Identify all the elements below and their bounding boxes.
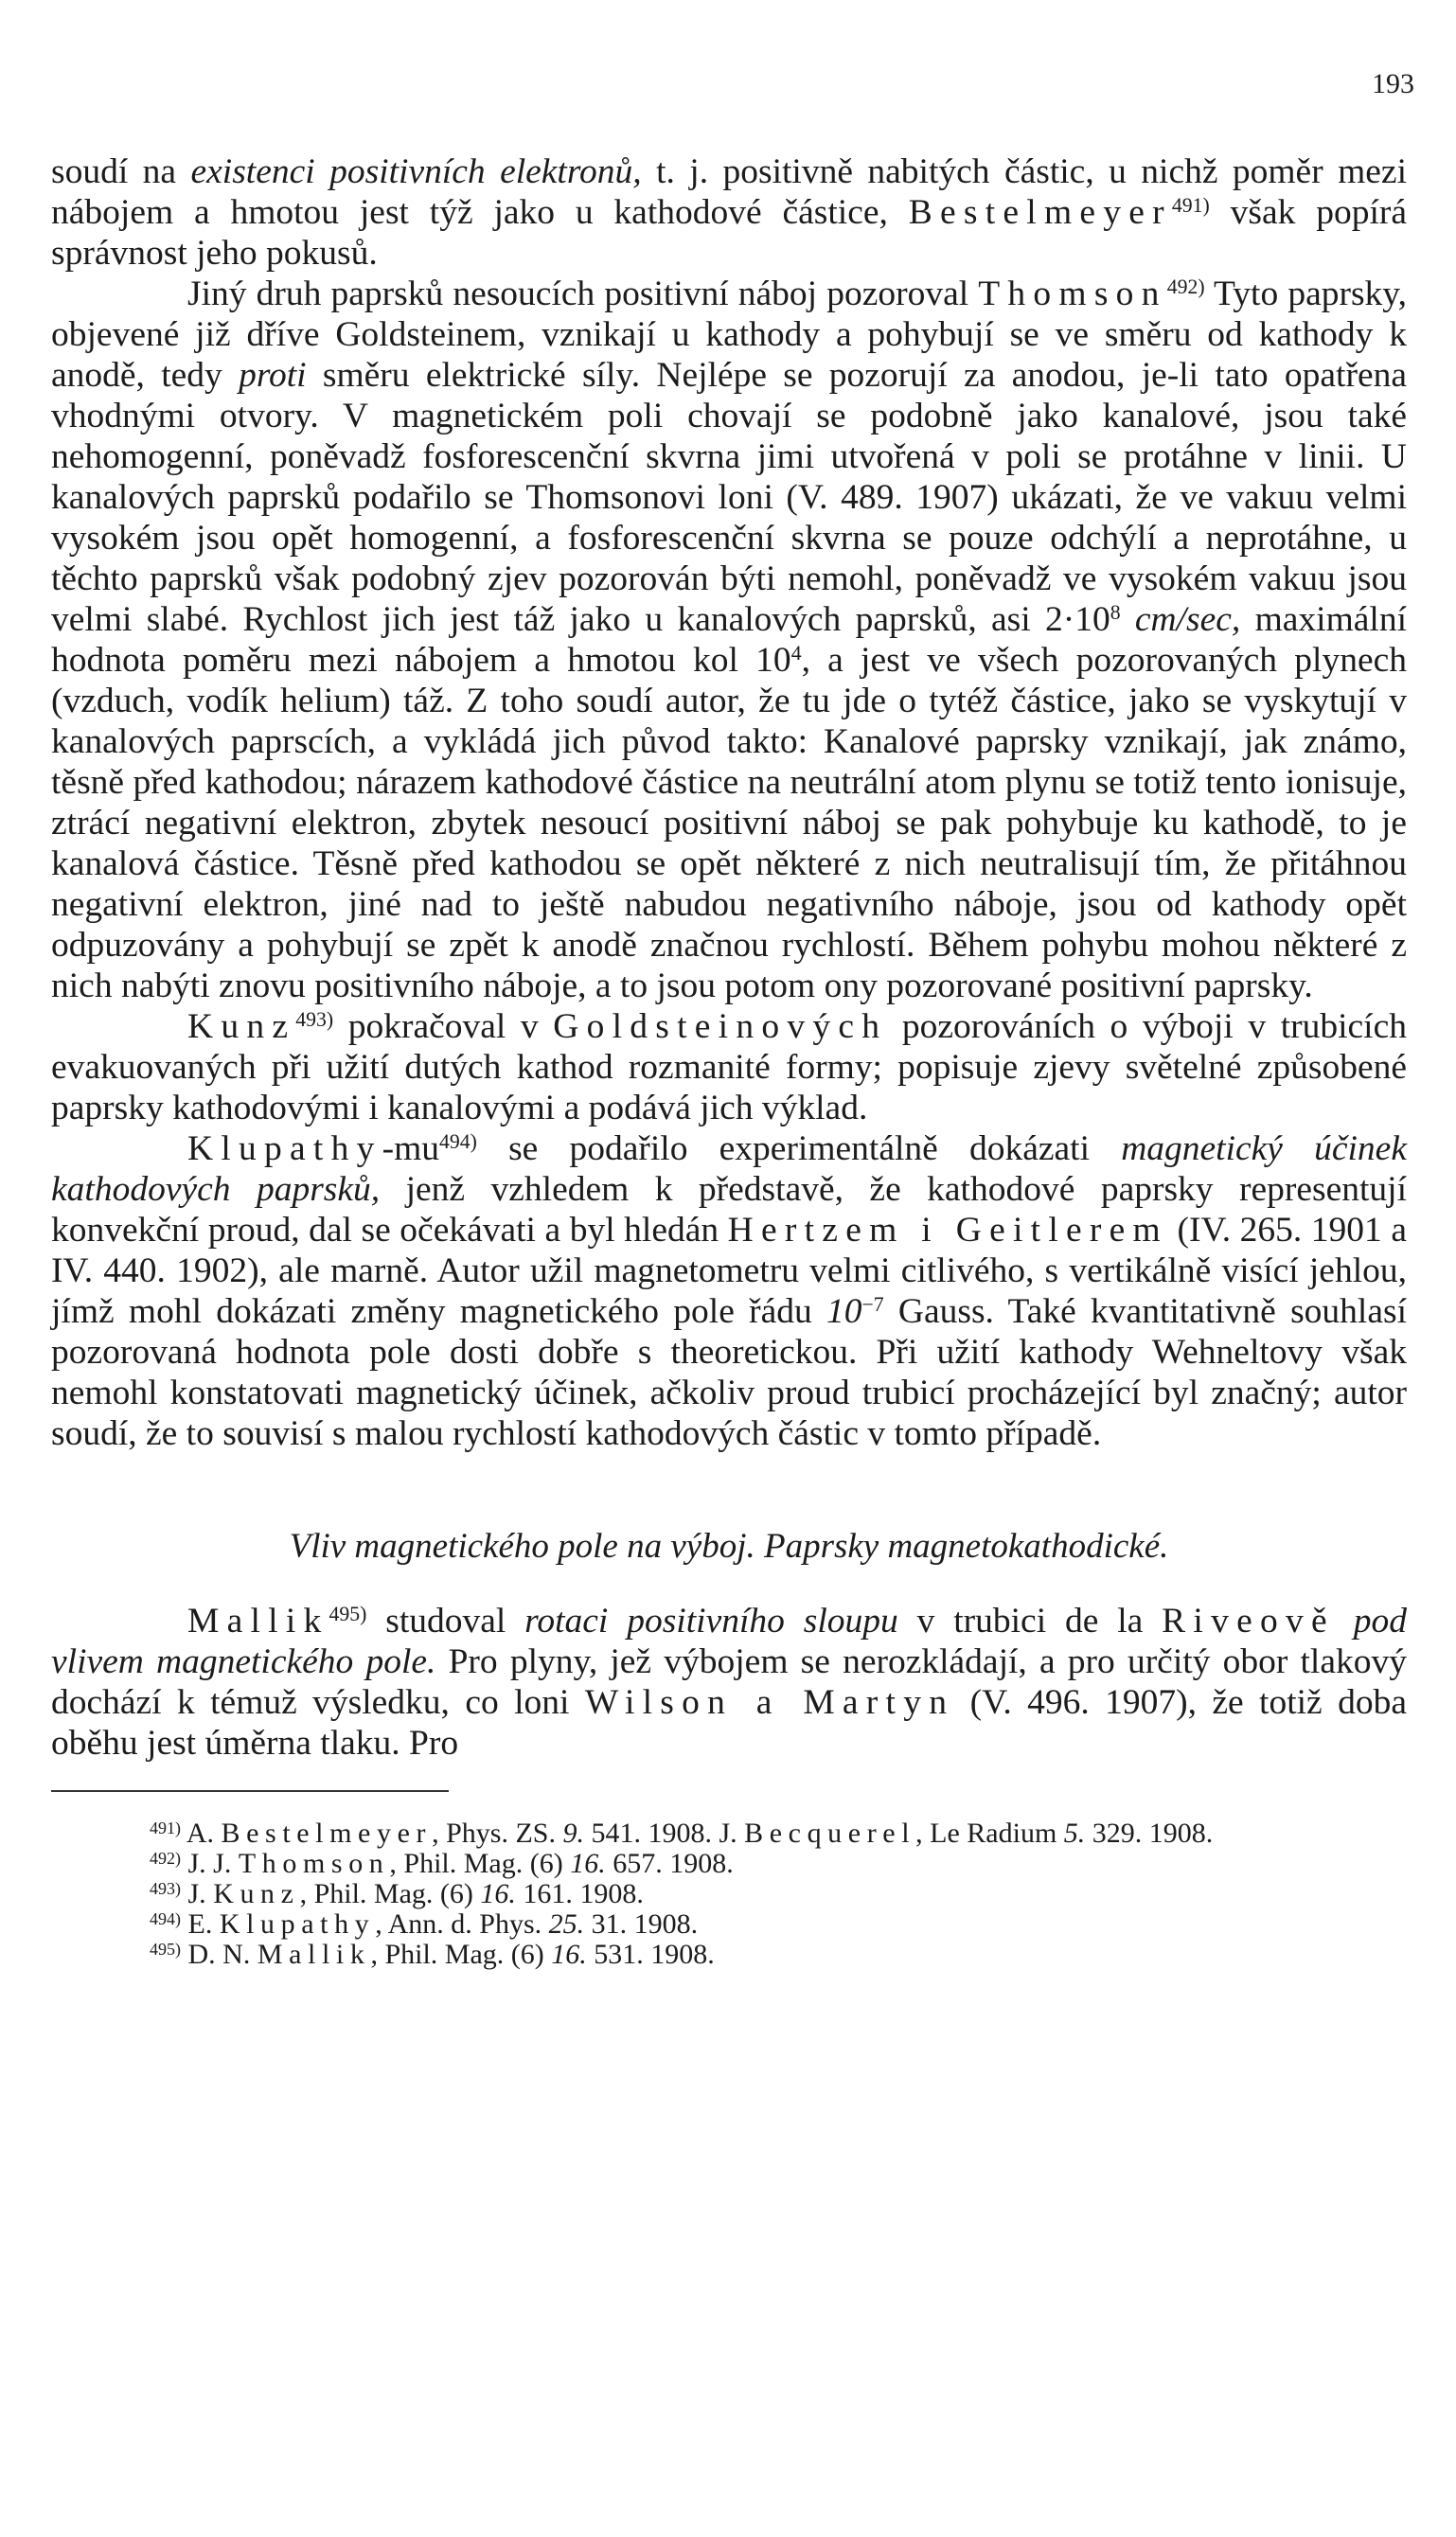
text-run: 31. 1908. [584,1908,699,1940]
volume: 16. [570,1848,606,1879]
paragraph-5 [51,1601,1407,1764]
paragraph-2 [51,274,1407,1006]
volume: 16. [480,1878,516,1909]
author-name: Thomson [238,1848,390,1879]
text-run: Jiný druh paprsků nesoucích positivní náboj pozoroval [187,275,979,313]
footnote-number: 491) [150,1818,181,1837]
text-run: směru elektrické síly. Nejlépe se pozorují za anodou, je-li tato opatřena vhodnými otvory. V magnetickém poli chovají se podobně jako kanalové, jsou také nehomogenní, poněvadž fosforescenční skvrna jimi utvořená v poli se protáhne v linii. U kanalových paprsků podařilo se Thomsonovi loni (V. 489. 1907) ukázati, že ve vakuu velmi vysokém jsou opět homogenní, a fosforescenční skvrna se pouze odchýlí a neprotáhne, u těchto paprsků však podobný zjev pozorován býti nemohl, poněvadž ve vysokém vakuu jsou velmi slabé. Rychlost jich jest táž jako u kanalových paprsků, asi 2·10 [51,356,1407,639]
footnote-number: 493) [150,1879,181,1898]
body-text [51,151,1407,1970]
volume: 25. [548,1908,585,1940]
author-name: Thomson [978,275,1167,313]
footnote-491 [51,1818,1407,1849]
volume: 5. [1063,1818,1086,1849]
author-name: Goldsteinových [553,1007,888,1046]
author-name: Mallik [257,1939,371,1970]
text-run: J. [187,1878,214,1909]
text-run: Tyto paprsky, objevené již dříve Goldsteinem, vznikají u kathody a pohybují se ve směru od kathody k anodě, tedy [51,275,1407,395]
paragraph-4 [51,1128,1407,1454]
text-run: t. j. positivně nabitých částic, u nichž poměr mezi nábojem a hmotou jest týž jako u kathodové částice, [51,152,1407,232]
section-heading: Vliv magnetického pole na výboj. Paprsky magnetokathodické. [289,1527,1169,1566]
text-run: D. N. [187,1939,257,1970]
italic-run: 10 [826,1292,862,1331]
author-name: Riveově [1162,1602,1335,1641]
footnote-number: 494) [150,1909,181,1928]
author-name: Hertzem i Geitlerem [727,1211,1168,1250]
text-run: soudí na [51,152,191,191]
text-run: pozorováních o výboji v trubicích evakuovaných při užití dutých kathod rozmanité formy; popisuje zjevy světelné způsobené paprsky kathodovými i kanalovými a podává jich výklad. [51,1007,1407,1127]
text-run: pokračoval v [333,1007,554,1046]
footnote-ref: 491) [1171,194,1210,218]
paragraph-3 [51,1006,1407,1128]
text-run: , Ann. d. Phys. [375,1908,549,1940]
footnote-divider [51,1790,449,1792]
author-name: Bestelmeyer [908,193,1172,232]
italic-run: pod vlivem magnetického pole. [51,1602,1407,1681]
text-run: studoval [366,1602,525,1641]
page-number: 193 [1372,68,1414,99]
paragraph-1 [51,151,1407,274]
text-run: 161. 1908. [515,1878,644,1909]
text-run: , Phil. Mag. (6) [299,1878,481,1909]
text-run [1335,1602,1354,1641]
footnotes [51,1818,1407,1970]
exponent: 8 [1110,601,1121,625]
footnote-number: 492) [150,1849,181,1868]
footnote-492 [51,1849,1407,1879]
author-name: Kunz [213,1878,300,1909]
footnote-494 [51,1909,1407,1940]
author-name: Klupathy [187,1129,382,1168]
text-run: , a jest ve všech pozorovaných plynech (vzduch, vodík helium) táž. Z toho soudí autor, že tu jde o tytéž částice, jako se vyskytují v kanalových paprscích, a vykládá jich původ takto: Kanalové paprsky vznikají, jak známo, těsně před kathodou; nárazem kathodové částice na neutrální atom plynu se totiž tento ionisuje, ztrácí negativní elektron, zbytek nesoucí positivní náboj se pak pohybuje ku kathodě, to je kanalová částice. Těsně před kathodou se opět některé z nich neutralisují tím, že přitáhnou negativní elektron, jiné nad to ještě nabudou negativního náboje, jsou od kathody opět odpuzovány a pohybují se zpět k anodě značnou rychlostí. Během pohybu mohou některé z nich nabýti znovu positivního náboje, a to jsou potom ony pozorované positivní paprsky. [51,641,1407,1005]
exponent: 4 [790,642,802,665]
volume: 16. [551,1939,587,1970]
footnote-ref: 492) [1166,275,1205,299]
text-run: se podařilo experimentálně dokázati [476,1129,1122,1168]
text-run: E. [187,1908,220,1940]
text-run: Pro plyny, jež výbojem se nerozkládají, a pro určitý obor tlakový dochází k témuž výsledku, co loni [51,1642,1407,1722]
text-run: , Phil. Mag. (6) [389,1848,571,1879]
author-name: Wilson a Martyn [584,1683,955,1722]
footnote-495 [51,1940,1407,1970]
italic-run: magnetický účinek kathodových paprsků, [51,1129,1407,1209]
footnote-493 [51,1879,1407,1909]
text-run: A. [186,1818,222,1849]
footnote-ref: 494) [439,1130,477,1154]
italic-run: cm/sec, [1120,600,1241,639]
italic-run: rotaci positivního sloupu [524,1602,898,1641]
footnote-ref: 495) [328,1603,367,1626]
text-run: jenž vzhledem k představě, že kathodové paprsky representují konvekční proud, dal se očekávati a byl hledán [51,1170,1408,1250]
author-name: Klupathy [219,1908,376,1940]
text-run: 329. 1908. [1085,1818,1214,1849]
footnote-number: 495) [150,1940,181,1959]
author-name: Becquerel [744,1818,916,1849]
text-run: (V. 496. 1907), že totiž doba oběhu jest úměrna tlaku. Pro [51,1683,1407,1763]
text-run: -mu [382,1129,439,1168]
text-run: , Le Radium [915,1818,1064,1849]
text-run: , Phys. ZS. [432,1818,563,1849]
exponent: −7 [861,1293,884,1317]
text-run: J. J. [187,1848,239,1879]
author-name: Bestelmeyer [221,1818,433,1849]
text-run: však popírá správnost jeho pokusů. [51,193,1407,273]
text-run: , Phil. Mag. (6) [370,1939,552,1970]
text-run: Gauss. Také kvantitativně souhlasí pozorovaná hodnota pole dosti dobře s theoretickou. Při užití kathody Wehneltovy však nemohl konstatovati magnetický účinek, ačkoliv proud trubicí procházející byl značný; autor soudí, že to souvisí s malou rychlostí kathodových částic v tomto případě. [51,1292,1407,1453]
italic-run: existenci positivních elektronů, [190,152,642,191]
volume: 9. [562,1818,584,1849]
footnote-ref: 493) [295,1008,334,1032]
text-run: 531. 1908. [586,1939,715,1970]
author-name: Kunz [187,1007,296,1046]
author-name: Mallik [187,1602,329,1641]
text-run: (IV. 265. 1901 a IV. 440. 1902), ale marně. Autor užil magnetometru velmi citlivého, s vertikálně visící jehlou, jímž mohl dokázati změny magnetického pole řádu [51,1211,1407,1331]
italic-run: proti [239,356,307,395]
text-run: v trubici de la [897,1602,1163,1641]
text-run: 657. 1908. [605,1848,734,1879]
text-run: maximální hodnota poměru mezi nábojem a hmotou kol 10 [51,600,1408,680]
text-run: 541. 1908. J. [583,1818,745,1849]
